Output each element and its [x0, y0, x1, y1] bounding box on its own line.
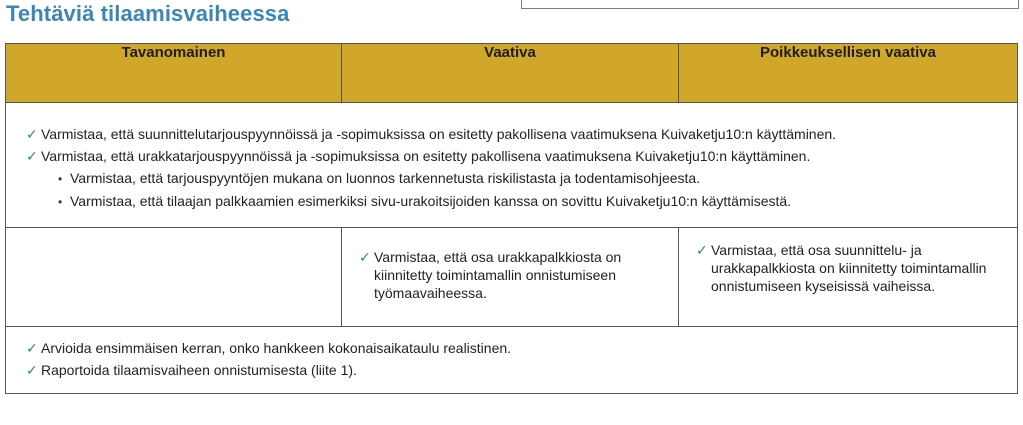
list-item: ✓ Varmistaa, että urakkatarjouspyynnöissä ja -sopimuksissa on esitetty pakollisena vaatimuksena Kuivaketju10:n käyttäminen. — [26, 145, 1017, 167]
checkmark-icon: ✓ — [696, 242, 708, 258]
bullet-icon: • — [58, 195, 63, 209]
requirements-table — [5, 43, 1018, 394]
list-item: ✓ Varmistaa, että suunnittelutarjouspyynnöissä ja -sopimuksissa on esitetty pakollisena vaatimuksena Kuivaketju10:n käyttäminen. — [26, 123, 1017, 145]
page-title: Tehtäviä tilaamisvaiheessa — [6, 1, 290, 26]
column-header-poikkeuksellisen-vaativa: Poikkeuksellisen vaativa — [679, 44, 1018, 103]
list-item: • Varmistaa, että tilaajan palkkaamien esimerkiksi sivu-urakoitsijoiden kanssa on sovittu Kuivaketju10:n käyttämisestä. — [26, 190, 1017, 213]
checkmark-icon: ✓ — [359, 249, 371, 265]
tavanomainen-cell — [6, 228, 342, 327]
all-levels-bottom-row — [6, 327, 1018, 394]
column-header-tavanomainen: Tavanomainen — [6, 44, 342, 103]
checkmark-icon: ✓ — [26, 126, 38, 142]
header-row — [6, 44, 1018, 103]
column-header-vaativa: Vaativa — [342, 44, 679, 103]
all-levels-top-cell — [6, 103, 1018, 228]
poikkeuksellisen-vaativa-cell — [679, 228, 1018, 327]
checkmark-icon: ✓ — [26, 148, 38, 164]
checkmark-icon: ✓ — [26, 362, 38, 378]
vaativa-cell — [342, 228, 679, 327]
list-item: ✓ Arvioida ensimmäisen kerran, onko hankkeen kokonaisaikataulu realistinen. — [26, 337, 1017, 359]
list-item: ✓ Varmistaa, että osa suunnittelu- ja urakkapalkkiosta on kiinnitetty toimintamallin onnistumiseen kyseisissä vaiheissa. — [696, 242, 987, 294]
list-item: ✓ Varmistaa, että osa urakkapalkkiosta on kiinnitetty toimintamallin onnistumiseen työmaavaiheessa. — [359, 249, 622, 301]
all-levels-bottom-cell — [6, 327, 1018, 394]
top-frame — [521, 0, 1019, 9]
list-item: ✓ Raportoida tilaamisvaiheen onnistumisesta (liite 1). — [26, 359, 1017, 381]
checkmark-icon: ✓ — [26, 340, 38, 356]
list-item: • Varmistaa, että tarjouspyyntöjen mukana on luonnos tarkennetusta riskilistasta ja todentamisohjeesta. — [26, 167, 1017, 190]
per-level-row — [6, 228, 1018, 327]
bullet-icon: • — [58, 172, 63, 186]
all-levels-top-row — [6, 103, 1018, 228]
